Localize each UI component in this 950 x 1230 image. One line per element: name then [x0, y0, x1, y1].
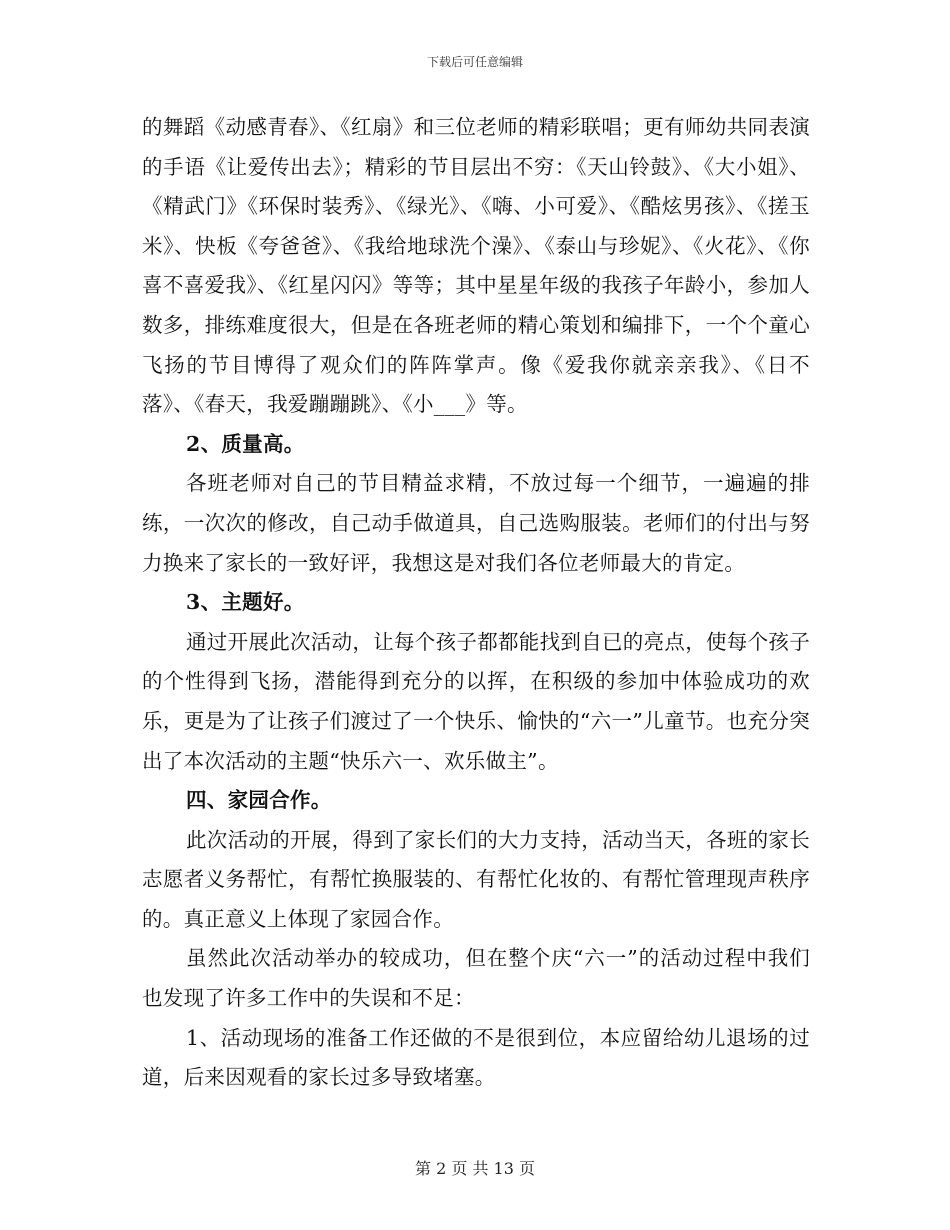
paragraph-cooperation: 此次活动的开展，得到了家长们的大力支持，活动当天，各班的家长志愿者义务帮忙，有帮忙换服装的、有帮忙化妆的、有帮忙管理现声秩序的。真正意义上体现了家园合作。	[142, 827, 810, 931]
heading-quality: 2、质量高。	[186, 431, 305, 456]
paragraph-shortcomings-intro: 虽然此次活动举办的较成功，但在整个庆“六一”的活动过程中我们也发现了许多工作中的失误和不足：	[142, 946, 810, 1011]
paragraph-quality: 各班老师对自己的节目精益求精，不放过每一个细节，一遍遍的排练，一次次的修改，自己动手做道具，自己选购服装。老师们的付出与努力换来了家长的一致好评，我想这是对我们各位老师最大的肯定。	[142, 471, 810, 575]
page-header: 下载后可任意编辑	[426, 55, 523, 69]
page-footer: 第 2 页 共 13 页	[415, 1159, 535, 1178]
paragraph-programs: 的舞蹈《动感青春》、《红扇》和三位老师的精彩联唱；更有师幼共同表演的手语《让爱传出去》；精彩的节目层出不穷：《天山铃鼓》、《大小姐》、《精武门》《环保时装秀》、《绿光》、《嗨、小可爱》、《酷炫男孩》、《搓玉米》、快板《夸爸爸》、《我给地球洗个澡》、《泰山与珍妮》、《火花》、《你喜不喜爱我》、《红星闪闪》等等；其中星星年级的我孩子年龄小，参加人数多，排练难度很大，但是在各班老师的精心策划和编排下，一个个童心飞扬的节目博得了观众们的阵阵掌声。像《爱我你就亲亲我》、《日不落》、《春天，我爱蹦蹦跳》、《小___》等。	[142, 115, 810, 417]
heading-home-school-cooperation: 四、家园合作。	[186, 788, 332, 813]
heading-theme: 3、主题好。	[186, 590, 305, 615]
paragraph-shortcoming-1: 1、活动现场的准备工作还做的不是很到位，本应留给幼儿退场的过道，后来因观看的家长过多导致堵塞。	[142, 1025, 810, 1090]
paragraph-theme: 通过开展此次活动，让每个孩子都都能找到自已的亮点，使每个孩子的个性得到飞扬，潜能得到充分的以挥，在积级的参加中体验成功的欢乐，更是为了让孩子们渡过了一个快乐、愉快的“六一”儿童节。也充分突出了本次活动的主题“快乐六一、欢乐做主”。	[142, 629, 810, 773]
document-body	[142, 108, 810, 1098]
